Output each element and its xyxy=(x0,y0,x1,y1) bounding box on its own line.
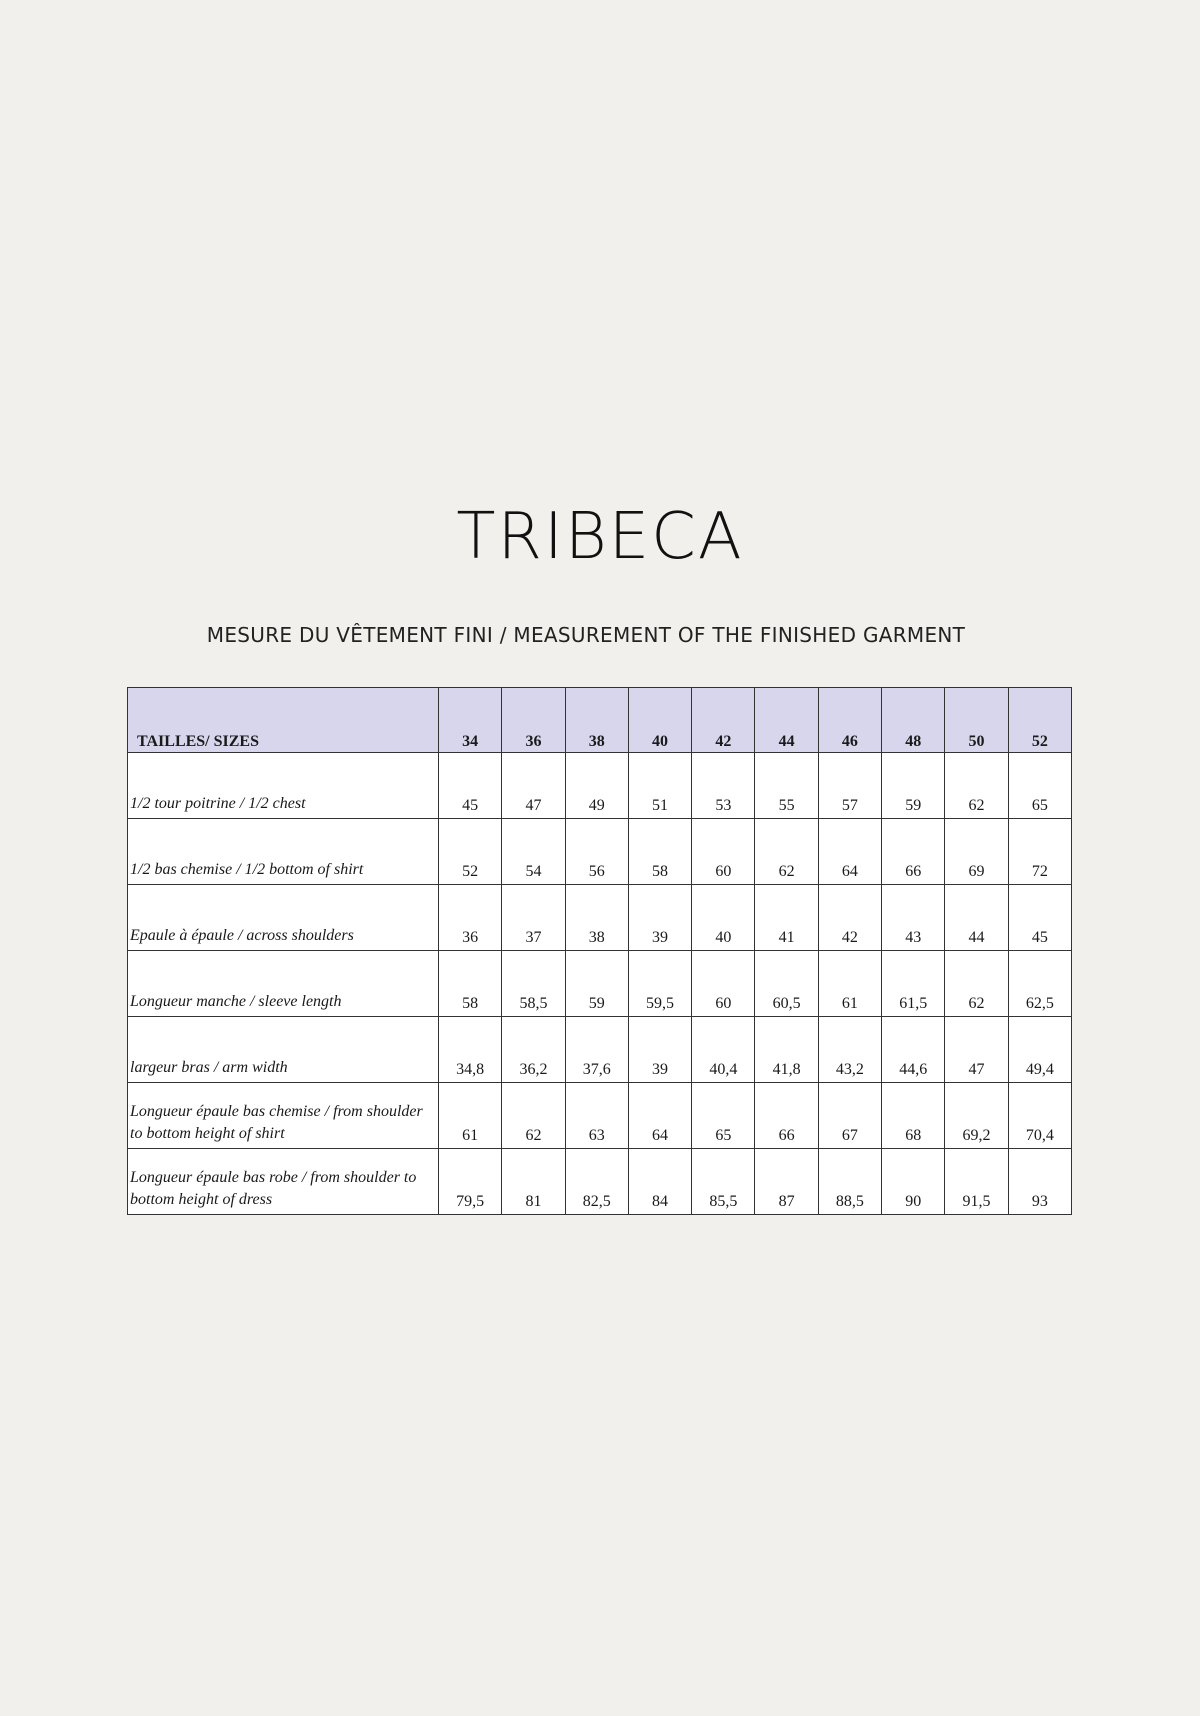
table-cell: 39 xyxy=(628,1017,691,1083)
table-cell: 93 xyxy=(1008,1149,1071,1215)
table-cell: 61,5 xyxy=(882,951,945,1017)
table-cell: 91,5 xyxy=(945,1149,1008,1215)
table-cell: 62 xyxy=(755,819,818,885)
page-title: TRIBECA xyxy=(456,500,744,574)
table-cell: 62 xyxy=(945,951,1008,1017)
table-row xyxy=(128,753,1072,819)
table-cell: 59,5 xyxy=(628,951,691,1017)
table-cell: 37 xyxy=(502,885,565,951)
table-cell: 62,5 xyxy=(1008,951,1071,1017)
size-header: 50 xyxy=(945,688,1008,753)
table-cell: 64 xyxy=(628,1083,691,1149)
row-label: Longueur épaule bas robe / from shoulder to bottom height of dress xyxy=(128,1149,439,1215)
table-cell: 42 xyxy=(818,885,881,951)
table-cell: 58 xyxy=(439,951,502,1017)
table-row xyxy=(128,885,1072,951)
header-label: TAILLES/ SIZES xyxy=(128,688,439,753)
table-cell: 81 xyxy=(502,1149,565,1215)
table-cell: 85,5 xyxy=(692,1149,755,1215)
table-cell: 67 xyxy=(818,1083,881,1149)
table-cell: 61 xyxy=(439,1083,502,1149)
table-cell: 34,8 xyxy=(439,1017,502,1083)
table-cell: 65 xyxy=(1008,753,1071,819)
table-cell: 72 xyxy=(1008,819,1071,885)
table-cell: 60 xyxy=(692,819,755,885)
table-cell: 47 xyxy=(945,1017,1008,1083)
table-cell: 66 xyxy=(882,819,945,885)
table-cell: 43,2 xyxy=(818,1017,881,1083)
table-cell: 66 xyxy=(755,1083,818,1149)
table-cell: 79,5 xyxy=(439,1149,502,1215)
table-cell: 84 xyxy=(628,1149,691,1215)
table-cell: 59 xyxy=(565,951,628,1017)
table-header-row xyxy=(128,688,1072,753)
table-cell: 44 xyxy=(945,885,1008,951)
row-label: Longueur épaule bas chemise / from shoulder to bottom height of shirt xyxy=(128,1083,439,1149)
size-header: 44 xyxy=(755,688,818,753)
table-cell: 49 xyxy=(565,753,628,819)
table-cell: 62 xyxy=(945,753,1008,819)
table-cell: 90 xyxy=(882,1149,945,1215)
size-header: 42 xyxy=(692,688,755,753)
size-header: 48 xyxy=(882,688,945,753)
table-cell: 38 xyxy=(565,885,628,951)
row-label: largeur bras / arm width xyxy=(128,1017,439,1083)
table-cell: 43 xyxy=(882,885,945,951)
size-header: 38 xyxy=(565,688,628,753)
table-cell: 41,8 xyxy=(755,1017,818,1083)
row-label: 1/2 tour poitrine / 1/2 chest xyxy=(128,753,439,819)
table-cell: 51 xyxy=(628,753,691,819)
table-cell: 65 xyxy=(692,1083,755,1149)
table-cell: 57 xyxy=(818,753,881,819)
table-cell: 40,4 xyxy=(692,1017,755,1083)
table-cell: 88,5 xyxy=(818,1149,881,1215)
table-cell: 69 xyxy=(945,819,1008,885)
table-cell: 62 xyxy=(502,1083,565,1149)
table-cell: 36,2 xyxy=(502,1017,565,1083)
table-cell: 58,5 xyxy=(502,951,565,1017)
table-cell: 59 xyxy=(882,753,945,819)
table-cell: 49,4 xyxy=(1008,1017,1071,1083)
table-cell: 70,4 xyxy=(1008,1083,1071,1149)
table-cell: 69,2 xyxy=(945,1083,1008,1149)
table-cell: 45 xyxy=(439,753,502,819)
table-cell: 56 xyxy=(565,819,628,885)
table-cell: 87 xyxy=(755,1149,818,1215)
row-label: Epaule à épaule / across shoulders xyxy=(128,885,439,951)
table-cell: 41 xyxy=(755,885,818,951)
table-cell: 63 xyxy=(565,1083,628,1149)
table-cell: 64 xyxy=(818,819,881,885)
table-cell: 58 xyxy=(628,819,691,885)
table-cell: 60 xyxy=(692,951,755,1017)
table-cell: 60,5 xyxy=(755,951,818,1017)
size-header: 34 xyxy=(439,688,502,753)
size-header: 52 xyxy=(1008,688,1071,753)
size-header: 36 xyxy=(502,688,565,753)
page-subtitle: MESURE DU VÊTEMENT FINI / MEASUREMENT OF THE FINISHED GARMENT xyxy=(206,623,966,647)
table-cell: 54 xyxy=(502,819,565,885)
table-cell: 40 xyxy=(692,885,755,951)
size-header: 46 xyxy=(818,688,881,753)
table-cell: 82,5 xyxy=(565,1149,628,1215)
table-cell: 61 xyxy=(818,951,881,1017)
row-label: Longueur manche / sleeve length xyxy=(128,951,439,1017)
row-label: 1/2 bas chemise / 1/2 bottom of shirt xyxy=(128,819,439,885)
table-row xyxy=(128,1149,1072,1215)
table-cell: 37,6 xyxy=(565,1017,628,1083)
table-cell: 68 xyxy=(882,1083,945,1149)
table-cell: 45 xyxy=(1008,885,1071,951)
size-chart-table xyxy=(127,687,1072,1215)
table-cell: 36 xyxy=(439,885,502,951)
table-row xyxy=(128,951,1072,1017)
table-row xyxy=(128,819,1072,885)
table-cell: 47 xyxy=(502,753,565,819)
table-cell: 44,6 xyxy=(882,1017,945,1083)
table-cell: 52 xyxy=(439,819,502,885)
table-row xyxy=(128,1017,1072,1083)
size-header: 40 xyxy=(628,688,691,753)
table-cell: 39 xyxy=(628,885,691,951)
table-cell: 53 xyxy=(692,753,755,819)
table-row xyxy=(128,1083,1072,1149)
table-cell: 55 xyxy=(755,753,818,819)
